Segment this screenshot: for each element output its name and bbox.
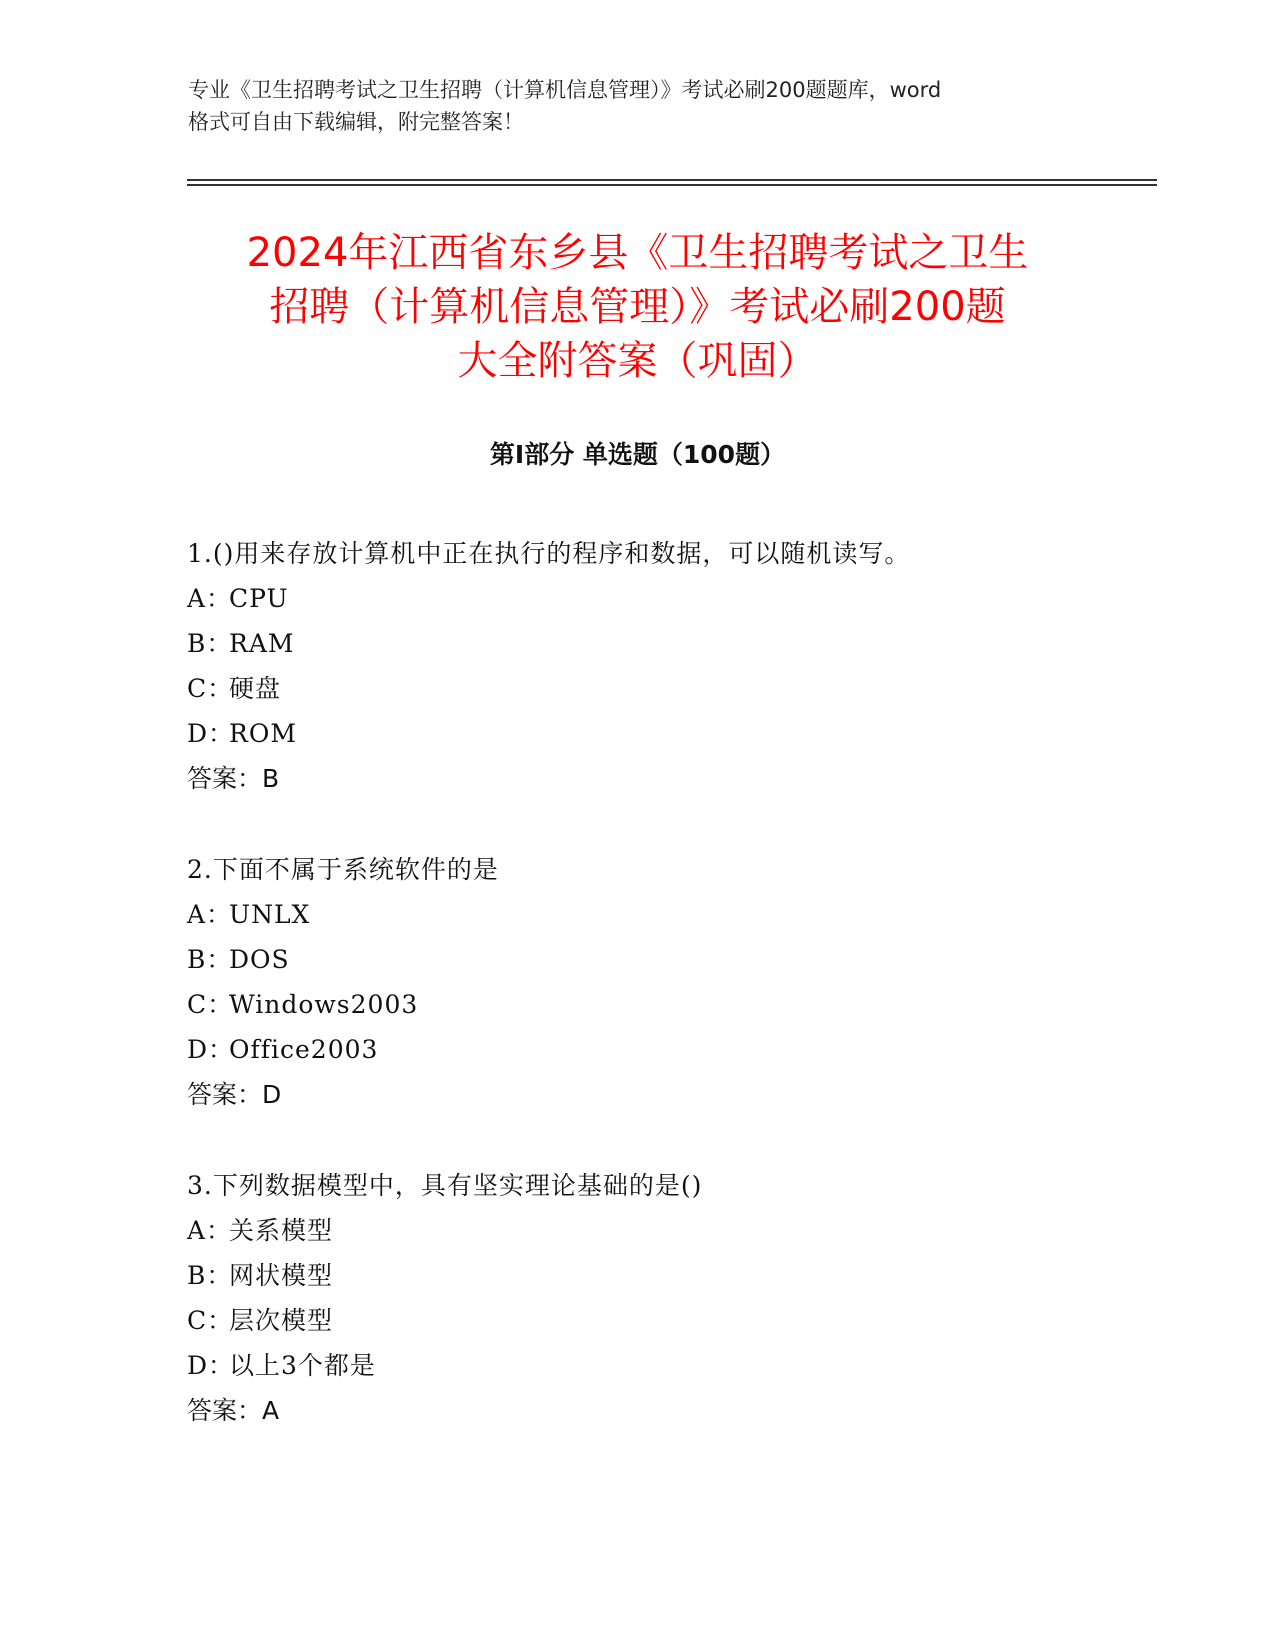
option-text: ROM [229,719,297,748]
option-key: A： [187,1216,233,1245]
option-text: RAM [229,629,295,658]
header-divider-top [187,179,1157,181]
option-d [187,1027,1087,1072]
option-key: C： [187,674,234,703]
answer: 答案：B [187,764,280,793]
header-divider-bottom [187,184,1157,186]
header-note-line-1: 专业《卫生招聘考试之卫生招聘（计算机信息管理）》考试必刷200题题库，word [188,78,942,102]
option-a [187,1208,1087,1253]
option-a [187,576,1087,621]
document-title [180,226,1095,388]
option-c [187,1298,1087,1343]
answer: 答案：A [187,1396,280,1425]
option-b [187,621,1087,666]
header-note [188,74,1088,138]
option-text: 硬盘 [229,674,282,703]
option-key: D： [187,1351,235,1380]
question-stem: 1.()用来存放计算机中正在执行的程序和数据，可以随机读写。 [187,539,911,568]
option-c [187,982,1087,1027]
question-1 [187,531,1087,801]
question-3 [187,1163,1087,1433]
document-title-line-1: 2024年江西省东乡县《卫生招聘考试之卫生 [246,230,1029,276]
option-key: B： [187,1261,233,1290]
option-key: D： [187,1035,235,1064]
question-stem: 3.下列数据模型中，具有坚实理论基础的是() [187,1171,703,1200]
option-text: DOS [229,945,290,974]
option-c [187,666,1087,711]
option-text: 层次模型 [229,1306,334,1335]
question-2 [187,847,1087,1117]
option-text: 网状模型 [229,1261,334,1290]
question-stem: 2.下面不属于系统软件的是 [187,855,499,884]
section-title: 第Ⅰ部分 单选题（100题） [489,440,786,469]
option-key: D： [187,719,235,748]
option-b [187,937,1087,982]
option-key: C： [187,1306,234,1335]
answer: 答案：D [187,1080,282,1109]
option-text: Office2003 [229,1035,379,1064]
option-text: 以上3个都是 [229,1351,376,1380]
option-text: CPU [229,584,289,613]
option-key: C： [187,990,234,1019]
option-text: UNLX [229,900,311,929]
option-d [187,1343,1087,1388]
option-key: A： [187,900,233,929]
option-b [187,1253,1087,1298]
option-key: B： [187,945,233,974]
option-key: B： [187,629,233,658]
option-text: Windows2003 [229,990,419,1019]
option-d [187,711,1087,756]
question-list [187,531,1087,1479]
header-note-line-2: 格式可自由下载编辑，附完整答案！ [188,110,524,134]
option-key: A： [187,584,233,613]
document-title-line-2: 招聘（计算机信息管理）》考试必刷200题 [269,284,1006,330]
option-a [187,892,1087,937]
document-title-line-3: 大全附答案（巩固） [457,338,818,384]
option-text: 关系模型 [229,1216,334,1245]
